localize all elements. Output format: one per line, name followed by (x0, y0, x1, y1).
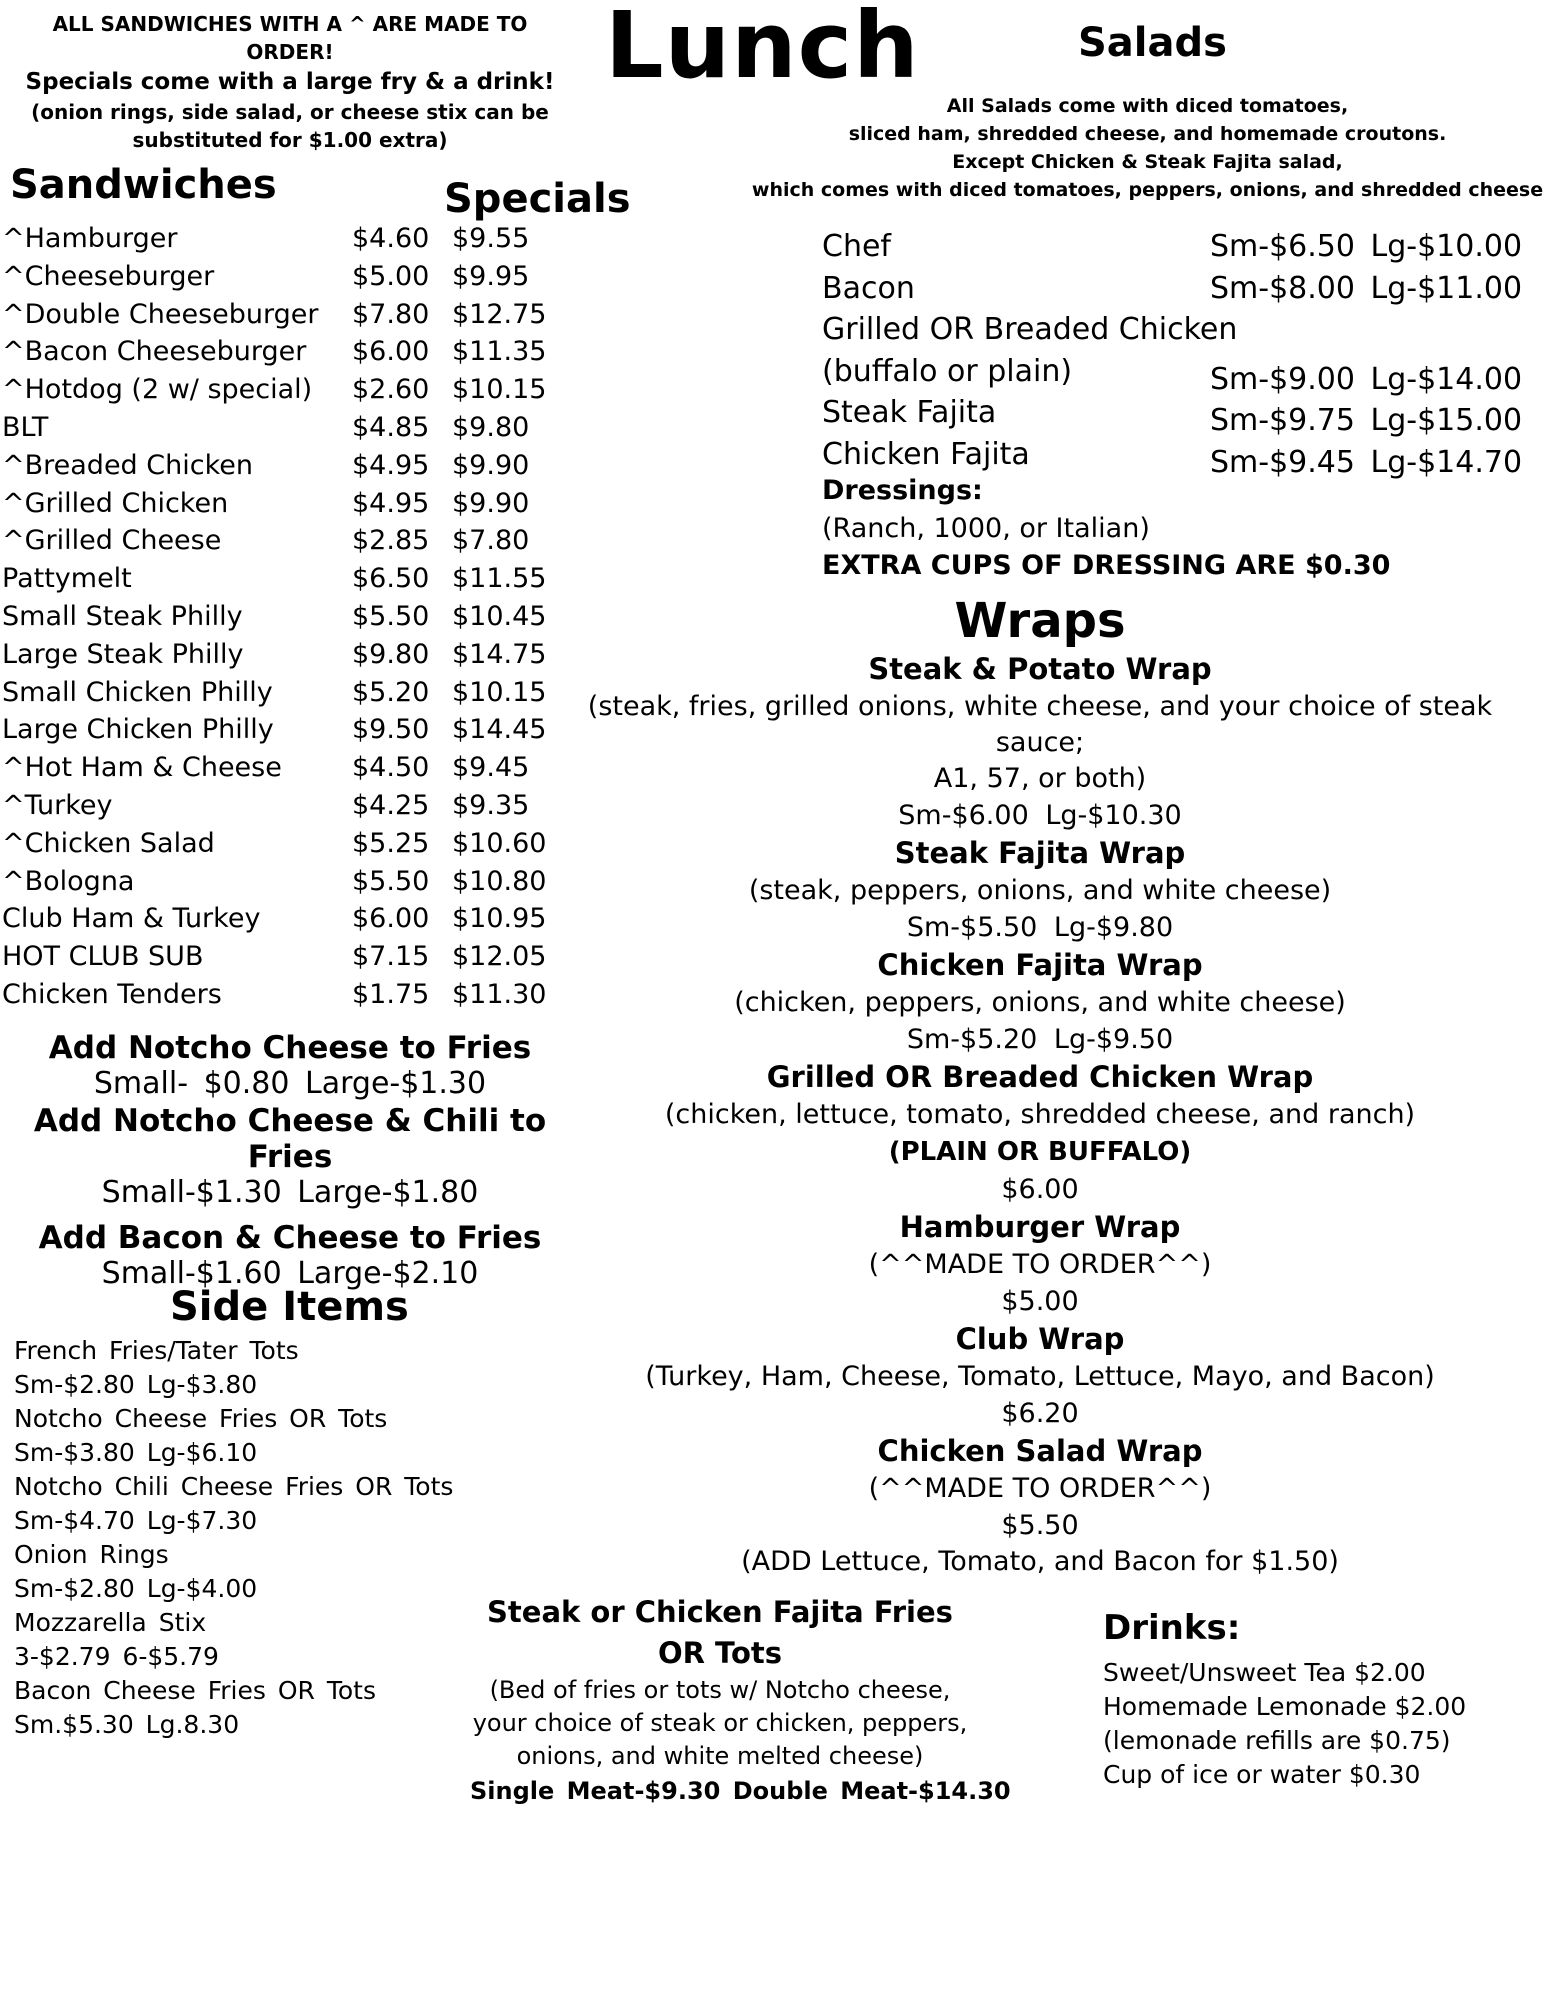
wraps-heading: Wraps (954, 593, 1126, 649)
item-name: Chef (822, 229, 891, 264)
item-price: $4.60 (352, 223, 430, 254)
item-price: Sm-$9.75 Lg-$15.00 (1210, 403, 1523, 439)
fry-addons (0, 1030, 580, 1291)
item-name: Chicken Fajita (822, 436, 1030, 472)
dressing-extra-note: EXTRA CUPS OF DRESSING ARE $0.30 (822, 550, 1391, 582)
list-item: French Fries/Tater Tots (14, 1336, 299, 1365)
list-item: Mozzarella Stix (14, 1608, 207, 1637)
item-name: Chicken Tenders (2, 978, 222, 1010)
item-price: $4.95 (352, 449, 430, 481)
item-price: $5.50 (352, 865, 430, 897)
item-price: $5.25 (352, 827, 430, 859)
special-price: $7.80 (452, 525, 530, 557)
item-price: $7.15 (352, 941, 430, 973)
list-item (0, 711, 560, 749)
item-price: $5.50 (352, 600, 430, 632)
item-name: ^Breaded Chicken (2, 449, 253, 481)
item-name: ^Turkey (2, 789, 113, 821)
fajita-fries-description: (Bed of fries or tots w/ Notcho cheese, (489, 1676, 951, 1704)
item-price: $6.50 (352, 563, 430, 595)
specials-note: substituted for $1.00 extra) (132, 128, 448, 152)
wrap-description: (chicken, lettuce, tomato, shredded cheese, and ranch) (664, 1099, 1416, 1130)
item-name: ^Grilled Cheese (2, 525, 222, 557)
item-price: $4.25 (352, 789, 430, 821)
special-price: $11.35 (452, 336, 547, 368)
wrap-note: (^^MADE TO ORDER^^) (868, 1473, 1212, 1504)
item-name: Large Chicken Philly (2, 714, 274, 746)
item-price: $5.00 (352, 260, 430, 292)
special-price: $9.45 (452, 752, 530, 784)
wrap-price: $5.00 (1001, 1286, 1079, 1317)
notice-line: ALL SANDWICHES WITH A ^ ARE MADE TO (52, 12, 528, 36)
list-item (0, 825, 560, 863)
item-price: $4.50 (352, 752, 430, 784)
drinks-heading: Drinks: (1103, 1608, 1241, 1648)
wrap-description: A1, 57, or both) (933, 763, 1147, 794)
made-to-order-notice (0, 10, 580, 154)
list-item: Notcho Chili Cheese Fries OR Tots (14, 1472, 454, 1501)
addon-title: Add Bacon & Cheese to Fries (38, 1220, 542, 1256)
list-item: Sm-$3.80 Lg-$6.10 (14, 1438, 258, 1467)
special-price: $11.30 (452, 978, 547, 1010)
side-items-list (14, 1334, 474, 1742)
fajita-fries-section (470, 1592, 1011, 1809)
fajita-fries-title: Steak or Chicken Fajita Fries (487, 1595, 953, 1629)
list-item (0, 976, 560, 1014)
dressings-label: Dressings: (822, 475, 983, 506)
item-price: Sm-$6.50 Lg-$10.00 (1210, 229, 1523, 264)
list-item: Sm-$4.70 Lg-$7.30 (14, 1506, 258, 1535)
special-price: $12.05 (452, 941, 547, 973)
specials-heading: Specials (444, 176, 631, 222)
wrap-name: Grilled OR Breaded Chicken Wrap (766, 1060, 1314, 1094)
salads-desc-line: sliced ham, shredded cheese, and homemade croutons. (848, 123, 1447, 145)
item-price: Sm-$9.45 Lg-$14.70 (1210, 444, 1523, 480)
list-item (0, 863, 560, 901)
dressings-options: (Ranch, 1000, or Italian) (822, 512, 1150, 544)
wrap-description: (Turkey, Ham, Cheese, Tomato, Lettuce, Mayo, and Bacon) (645, 1361, 1435, 1392)
list-item (0, 900, 560, 938)
list-item (0, 371, 560, 409)
item-price: $9.80 (352, 638, 430, 670)
salad-list (822, 226, 1542, 480)
wrap-name: Chicken Fajita Wrap (877, 948, 1203, 982)
item-price: Sm-$9.00 Lg-$14.00 (1210, 361, 1523, 397)
wrap-price: $6.00 (1001, 1174, 1079, 1205)
item-price: Sm-$8.00 Lg-$11.00 (1210, 270, 1523, 306)
special-price: $9.80 (452, 411, 530, 443)
wraps-section (555, 592, 1525, 1580)
fajita-fries-title: OR Tots (657, 1636, 783, 1670)
wrap-name: Chicken Salad Wrap (877, 1434, 1203, 1468)
wrap-name: Steak Fajita Wrap (894, 836, 1186, 870)
item-price: $6.00 (352, 903, 430, 935)
item-name: ^Chicken Salad (2, 827, 215, 859)
wrap-description: (steak, fries, grilled onions, white cheese, and your choice of steak sauce; (587, 691, 1493, 758)
item-name: ^Hamburger (2, 223, 178, 254)
wrap-name: Club Wrap (955, 1322, 1125, 1356)
item-price: $6.00 (352, 336, 430, 368)
list-item (0, 636, 560, 674)
list-item (0, 220, 560, 258)
item-name: BLT (2, 411, 49, 443)
addon-title: Add Notcho Cheese & Chili to Fries (33, 1103, 547, 1175)
fajita-fries-description: onions, and white melted cheese) (516, 1742, 924, 1770)
special-price: $14.45 (452, 714, 547, 746)
item-name: ^Hot Ham & Cheese (2, 752, 282, 784)
list-item (822, 392, 1542, 439)
item-price: $4.95 (352, 487, 430, 519)
item-price: $2.60 (352, 374, 430, 406)
item-price: $7.80 (352, 298, 430, 330)
wrap-price: Sm-$5.20 Lg-$9.50 (906, 1024, 1174, 1055)
specials-note: (onion rings, side salad, or cheese stix can be (31, 100, 549, 124)
salads-desc-line: which comes with diced tomatoes, peppers, onions, and shredded cheese (751, 179, 1544, 201)
special-price: $10.45 (452, 600, 547, 632)
wrap-description: (chicken, peppers, onions, and white cheese) (734, 987, 1346, 1018)
item-name: Steak Fajita (822, 395, 997, 431)
special-price: $9.90 (452, 449, 530, 481)
fajita-fries-prices: Single Meat-$9.30 Double Meat-$14.30 (470, 1777, 1011, 1805)
wrap-note: (PLAIN OR BUFFALO) (888, 1137, 1192, 1167)
dressings (822, 472, 1542, 585)
special-price: $14.75 (452, 638, 547, 670)
item-name: HOT CLUB SUB (2, 941, 204, 973)
list-item: (lemonade refills are $0.75) (1103, 1726, 1451, 1755)
salads-description (745, 92, 1546, 204)
wrap-price: Sm-$5.50 Lg-$9.80 (906, 912, 1174, 943)
item-name: ^Hotdog (2 w/ special) (2, 374, 313, 406)
wrap-price: $6.20 (1001, 1398, 1079, 1429)
list-item (0, 787, 560, 825)
list-item: Bacon Cheese Fries OR Tots (14, 1676, 376, 1705)
salads-heading: Salads (1078, 20, 1227, 66)
wrap-extra-note: (ADD Lettuce, Tomato, and Bacon for $1.50) (741, 1546, 1339, 1577)
special-price: $10.80 (452, 865, 547, 897)
list-item (0, 674, 560, 712)
item-name: Grilled OR Breaded Chicken (822, 312, 1238, 348)
special-price: $9.35 (452, 789, 530, 821)
item-price: $9.50 (352, 714, 430, 746)
wrap-price: $5.50 (1001, 1510, 1079, 1541)
special-price: $9.90 (452, 487, 530, 519)
salads-desc-line: All Salads come with diced tomatoes, (946, 95, 1349, 117)
special-price: $9.55 (452, 223, 530, 254)
item-name: Pattymelt (2, 563, 132, 595)
wrap-description: (steak, peppers, onions, and white cheese) (748, 875, 1332, 906)
page-title: Lunch (605, 0, 920, 99)
list-item (0, 258, 560, 296)
item-name: (buffalo or plain) (822, 353, 1073, 389)
special-price: $11.55 (452, 563, 547, 595)
list-item (0, 749, 560, 787)
addon-prices: Small-$1.30 Large-$1.80 (101, 1175, 479, 1210)
item-price: $2.85 (352, 525, 430, 557)
item-name: ^Cheeseburger (2, 260, 215, 292)
list-item: Sm-$2.80 Lg-$3.80 (14, 1370, 258, 1399)
list-item (822, 309, 1542, 351)
list-item (0, 296, 560, 334)
notice-line: ORDER! (246, 40, 334, 64)
list-item (822, 268, 1542, 310)
item-name: Large Steak Philly (2, 638, 244, 670)
list-item (0, 333, 560, 371)
list-item: 3-$2.79 6-$5.79 (14, 1642, 219, 1671)
side-items-heading: Side Items (170, 1284, 409, 1330)
special-price: $10.60 (452, 827, 547, 859)
list-item (0, 447, 560, 485)
addon-prices: Small- $0.80 Large-$1.30 (93, 1066, 487, 1101)
list-item: Onion Rings (14, 1540, 169, 1569)
sandwich-list (0, 220, 560, 1014)
list-item (822, 434, 1542, 480)
list-item: Sm-$2.80 Lg-$4.00 (14, 1574, 258, 1603)
item-price: $5.20 (352, 676, 430, 708)
item-price: $4.85 (352, 411, 430, 443)
list-item (0, 409, 560, 447)
special-price: $10.95 (452, 903, 547, 935)
item-price: $1.75 (352, 978, 430, 1010)
salads-desc-line: Except Chicken & Steak Fajita salad, (952, 151, 1343, 173)
special-price: $10.15 (452, 374, 547, 406)
addon-title: Add Notcho Cheese to Fries (48, 1030, 532, 1066)
list-item (0, 522, 560, 560)
item-name: Small Steak Philly (2, 600, 243, 632)
item-name: ^Double Cheeseburger (2, 298, 319, 330)
item-name: ^Bologna (2, 865, 135, 897)
fajita-fries-description: your choice of steak or chicken, peppers, (472, 1709, 968, 1737)
list-item: Homemade Lemonade $2.00 (1103, 1692, 1467, 1721)
list-item: Cup of ice or water $0.30 (1103, 1760, 1421, 1789)
list-item (0, 485, 560, 523)
list-item (0, 938, 560, 976)
item-name: Club Ham & Turkey (2, 903, 261, 935)
specials-note: Specials come with a large fry & a drink! (25, 69, 555, 95)
item-name: ^Grilled Chicken (2, 487, 229, 519)
special-price: $12.75 (452, 298, 547, 330)
item-name: Bacon (822, 270, 915, 306)
wrap-note: (^^MADE TO ORDER^^) (868, 1249, 1212, 1280)
list-item: Notcho Cheese Fries OR Tots (14, 1404, 388, 1433)
addon-prices: Small-$1.60 Large-$2.10 (101, 1256, 479, 1291)
wrap-name: Steak & Potato Wrap (868, 652, 1212, 686)
sandwiches-heading: Sandwiches (10, 162, 277, 208)
list-item (0, 598, 560, 636)
wrap-price: Sm-$6.00 Lg-$10.30 (898, 800, 1182, 831)
list-item: Sm.$5.30 Lg.8.30 (14, 1710, 240, 1739)
item-name: Small Chicken Philly (2, 676, 273, 708)
item-name: ^Bacon Cheeseburger (2, 336, 307, 368)
list-item (822, 351, 1542, 397)
list-item (0, 560, 560, 598)
list-item (822, 226, 1542, 268)
special-price: $9.95 (452, 260, 530, 292)
drinks-list (1103, 1656, 1466, 1792)
list-item: Sweet/Unsweet Tea $2.00 (1103, 1658, 1426, 1687)
special-price: $10.15 (452, 676, 547, 708)
wrap-name: Hamburger Wrap (899, 1210, 1181, 1244)
